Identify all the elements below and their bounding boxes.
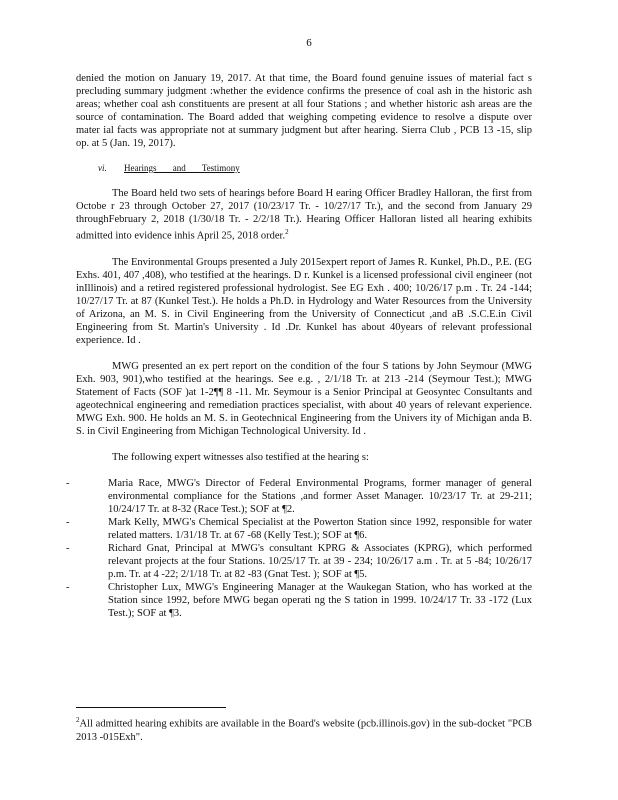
paragraph-motion-denied: denied the motion on January 19, 2017. At that time, the Board found genuine issues of material fact s precluding summary judgment :whether the evidence confirms the presence of coal ash in the historic ash areas; whether coal ash constituents are present at all four Stations ; and whether historic ash areas are the source of contamination. The Board added that weighing competing evidence to resolve a dispute over mater ial facts was appropriate not at summary judgment but after hearing. Sierra Club , PCB 13 -15, slip op. at 5 (Jan. 19, 2017). [76,73,532,149]
section-title: Hearings and Testimony [124,163,240,173]
paragraph-kunkel: The Environmental Groups presented a July 2015expert report of James R. Kunkel, Ph.D., P.E. (EG Exhs. 401, 407 ,408), who testified at the hearings. D r. Kunkel is a licensed professional civil engineer (not inIllinois) and a retired registered professional hydrologist. See EG Exh . 400; 10/26/17 p.m . Tr. 24 -144; 10/27/17 Tr. at 87 (Kunkel Test.). He holds a Ph.D. in Hydrology and Water Resources from the University of Arizona, an M. S. in Civil Engineering from the University of Connecticut ,and aB .S.C.E.in Civil Engineering from St. Martin's University . Id .Dr. Kunkel has about 40years of relevant professional experience. Id . [76,256,532,346]
footnote-marker: 2 [76,716,80,724]
dash-bullet: - [66,516,70,528]
witness-text: Maria Race, MWG's Director of Federal Environmental Programs, former manager of general environmental compliance for the Stations ,and former Asset Manager. 10/23/17 Tr. at 29-211; 10/24/17 Tr. at 8-32 (Race Test.); SOF at ¶2. [108,477,532,515]
paragraph-witness-intro: The following expert witnesses also testified at the hearing s: [112,451,369,463]
witness-text: Christopher Lux, MWG's Engineering Manager at the Waukegan Station, who has worked at the Station since 1992, before MWG began operati ng the S tation in 1999. 10/24/17 Tr. 33 -172 (Lux Test.); SOF at ¶3. [108,581,532,619]
list-item [66,516,532,542]
witness-text: Richard Gnat, Principal at MWG's consultant KPRG & Associates (KPRG), which performed relevant projects at the four Stations. 10/25/17 Tr. at 39 - 234; 10/26/17 a.m . Tr. at 5 -84; 10/26/17 p.m. Tr. at 4 -22; 2/1/18 Tr. at 82 -83 (Gnat Test. ); SOF at ¶5. [108,542,532,580]
list-item [66,477,532,516]
section-heading [98,163,532,173]
footnote-text: All admitted hearing exhibits are available in the Board's website (pcb.illinois.gov) in the sub-docket "PCB 2013 -015Exh". [76,718,532,743]
list-item [66,581,532,620]
paragraph-hearings-text: The Board held two sets of hearings before Board H earing Officer Bradley Halloran, the first from Octobe r 23 through October 27, 2017 (10/23/17 Tr. - 10/27/17 Tr.), and the second from January 29 throughFebruary 2, 2018 (1/30/18 Tr. - 2/2/18 Tr.). Hearing Officer Halloran listed all hearing exhibits admitted into evidence inhis April 25, 2018 order. [76,188,532,242]
footnote [76,714,532,744]
witness-text: Mark Kelly, MWG's Chemical Specialist at the Powerton Station since 1992, responsible for water related matters. 1/31/18 Tr. at 67 -68 (Kelly Test.); SOF at ¶6. [108,516,532,541]
footnote-reference: 2 [285,228,289,236]
paragraph-hearings [76,187,532,243]
page-number: 6 [306,37,312,49]
list-item [66,542,532,581]
dash-bullet: - [66,477,70,489]
footnote-divider [76,707,226,708]
paragraph-seymour: MWG presented an ex pert report on the condition of the four S tations by John Seymour (MWG Exh. 903, 901),who testified at the hearings. See e.g. , 2/1/18 Tr. at 213 -214 (Seymour Test.); MWG Statement of Facts (SOF )at 1-2¶¶ 8 -11. Mr. Seymour is a Senior Principal at Geosyntec Consultants and ageotechnical engineering and remediation practices specialist, with about 40 years of relevant experience. MWG Exh. 900. He holds an M. S. in Geotechnical Engineering from the Univers ity of Michigan anda B. S. in Civil Engineering from Michigan Technological University. Id . [76,360,532,437]
page-body [66,72,532,620]
dash-bullet: - [66,542,70,554]
dash-bullet: - [66,581,70,593]
section-number: vi. [98,163,107,173]
witness-list [66,477,532,620]
